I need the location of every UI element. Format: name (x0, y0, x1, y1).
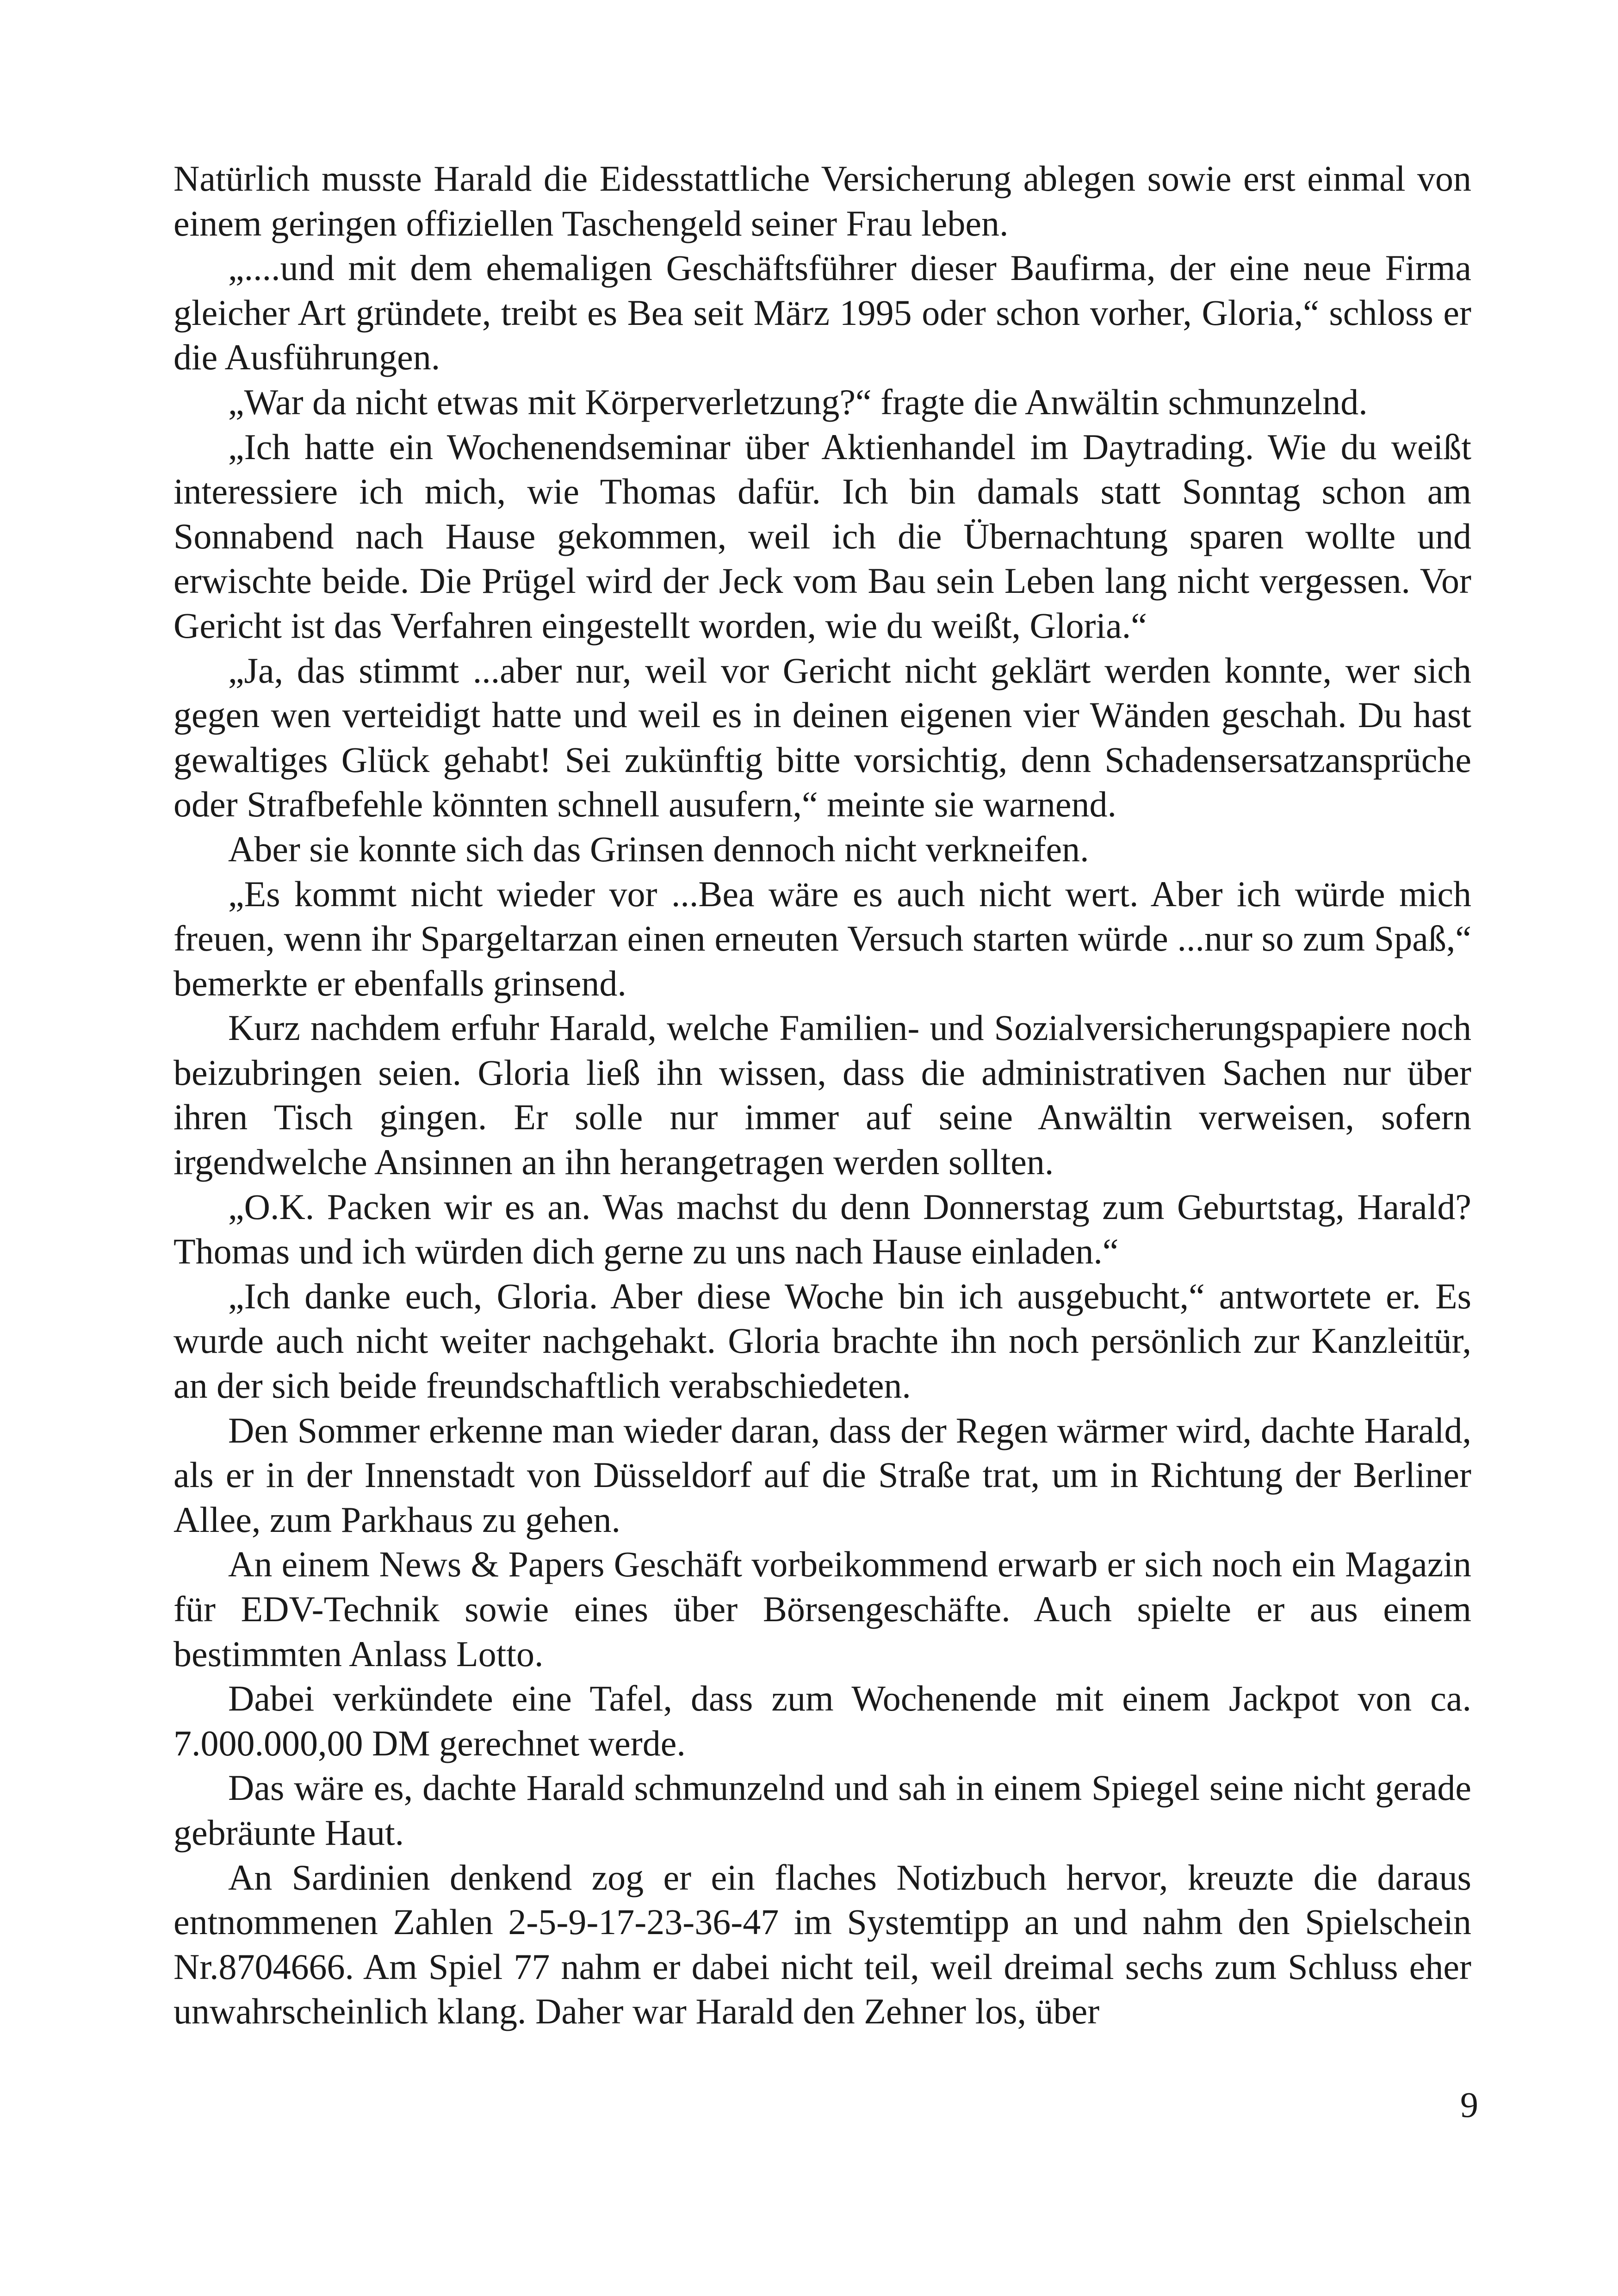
page-body-text (174, 156, 1471, 2034)
paragraph: Aber sie konnte sich das Grinsen dennoch nicht verkneifen. (228, 828, 1089, 869)
paragraph: „Es kommt nicht wieder vor ...Bea wäre es auch nicht wert. Aber ich würde mich freuen, wenn ihr Spargeltarzan einen erneuten Versuch starten würde ...nur so zum Spaß,“ bemerkte er ebenfalls grinsend. (174, 873, 1471, 1003)
paragraph: Das wäre es, dachte Harald schmunzelnd und sah in einem Spiegel seine nicht gerade gebräunte Haut. (174, 1767, 1471, 1853)
paragraph: „Ja, das stimmt ...aber nur, weil vor Gericht nicht geklärt werden konnte, wer sich gegen wen verteidigt hatte und weil es in deinen eigenen vier Wänden geschah. Du hast gewaltiges Glück gehabt! Sei zukünftig bitte vorsichtig, denn Schadensersatzansprüche oder Strafbefehle könnten schnell ausufern,“ meinte sie warnend. (174, 650, 1471, 825)
paragraph: „O.K. Packen wir es an. Was machst du denn Donnerstag zum Geburtstag, Harald? Thomas und ich würden dich gerne zu uns nach Hause einladen.“ (174, 1186, 1471, 1272)
paragraph: An einem News & Papers Geschäft vorbeikommend erwarb er sich noch ein Magazin für EDV-Technik sowie eines über Börsengeschäfte. Auch spielte er aus einem bestimmten Anlass Lotto. (174, 1544, 1471, 1674)
paragraph: Dabei verkündete eine Tafel, dass zum Wochenende mit einem Jackpot von ca. 7.000.000,00 DM gerechnet werde. (174, 1678, 1471, 1763)
paragraph: Kurz nachdem erfuhr Harald, welche Familien- und Sozialversicherungspapiere noch beizubringen seien. Gloria ließ ihn wissen, dass die administrativen Sachen nur über ihren Tisch gingen. Er solle nur immer auf seine Anwältin verweisen, sofern irgendwelche Ansinnen an ihn herangetragen werden sollten. (174, 1008, 1471, 1182)
paragraph: „War da nicht etwas mit Körperverletzung?“ fragte die Anwältin schmunzelnd. (228, 381, 1368, 422)
paragraph: An Sardinien denkend zog er ein flaches Notizbuch hervor, kreuzte die daraus entnommenen Zahlen 2-5-9-17-23-36-47 im Systemtipp an und nahm den Spielschein Nr.8704666. Am Spiel 77 nahm er dabei nicht teil, weil dreimal sechs zum Schluss eher unwahrscheinlich klang. Daher war Harald den Zehner los, über (174, 1857, 1471, 2032)
paragraph: Natürlich musste Harald die Eidesstattliche Versicherung ablegen sowie erst einmal von einem geringen offiziellen Taschengeld seiner Frau leben. (174, 158, 1471, 243)
page-number: 9 (1460, 2084, 1478, 2125)
paragraph: „Ich hatte ein Wochenendseminar über Aktienhandel im Daytrading. Wie du weißt interessiere ich mich, wie Thomas dafür. Ich bin damals statt Sonntag schon am Sonnabend nach Hause gekommen, weil ich die Übernachtung sparen wollte und erwischte beide. Die Prügel wird der Jeck vom Bau sein Leben lang nicht vergessen. Vor Gericht ist das Verfahren eingestellt worden, wie du weißt, Gloria.“ (174, 426, 1471, 646)
paragraph: „Ich danke euch, Gloria. Aber diese Woche bin ich ausgebucht,“ antwortete er. Es wurde auch nicht weiter nachgehakt. Gloria brachte ihn noch persönlich zur Kanzleitür, an der sich beide freundschaftlich verabschiedeten. (174, 1276, 1471, 1406)
paragraph: Den Sommer erkenne man wieder daran, dass der Regen wärmer wird, dachte Harald, als er in der Innenstadt von Düsseldorf auf die Straße trat, um in Richtung der Berliner Allee, zum Parkhaus zu gehen. (174, 1410, 1471, 1540)
paragraph: „....und mit dem ehemaligen Geschäftsführer dieser Baufirma, der eine neue Firma gleicher Art gründete, treibt es Bea seit März 1995 oder schon vorher, Gloria,“ schloss er die Ausführungen. (174, 248, 1471, 378)
